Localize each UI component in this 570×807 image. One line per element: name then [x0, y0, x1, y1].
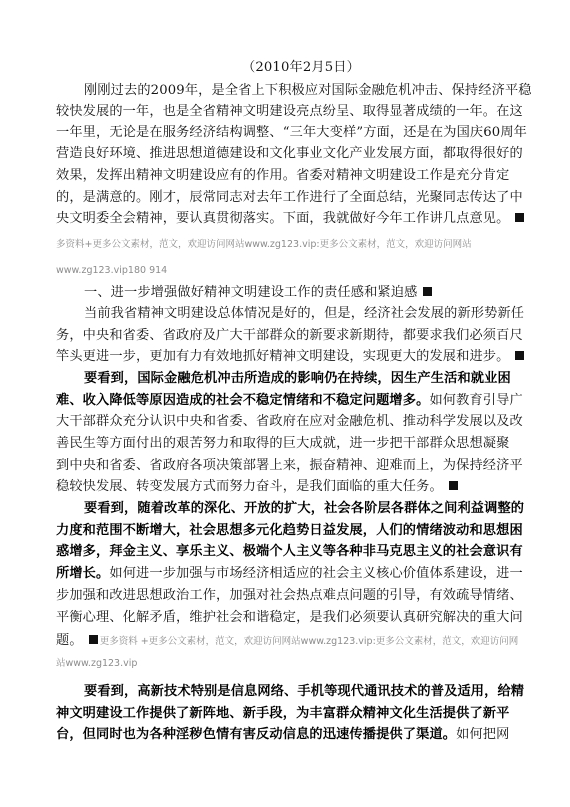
body-text: 如何把网 — [456, 727, 510, 742]
body-text: 央文明委全会精神，要认真贯彻落实。下面，我就做好今年工作讲几点意见。 — [56, 211, 510, 226]
body-text: 平衡心理、化解矛盾，维护社会和谐稳定，是我们必须要认真研究解决的重大问 — [56, 610, 523, 625]
body-text: 较快发展的一年，也是全省精神文明建设亮点纷呈、取得显著成绩的一年。在这 — [56, 104, 523, 119]
text-line — [84, 368, 570, 389]
text-line — [56, 563, 570, 584]
bold-text: 台，但同时也为各种淫秽色情有害反动信息的迅速传播提供了渠道。 — [56, 727, 457, 742]
bold-text: 要看到，国际金融危机冲击所造成的影响仍在持续，因生产生活和就业困 — [84, 371, 511, 386]
text-line — [56, 346, 570, 367]
text-line — [84, 498, 570, 519]
bold-text: 惑增多，拜金主义、享乐主义、极端个人主义等各种非马克思主义的社会意识有 — [56, 544, 523, 559]
body-text: 如何进一步加强与市场经济相适应的社会主义核心价值体系建设，进一 — [109, 566, 523, 581]
body-text: 营造良好环境、推进思想道德建设和文化事业文化产业发展方面，都取得很好的 — [56, 146, 523, 161]
watermark-text: 更多资料 +更多公文素材，范文，欢迎访问网站www.zg123.vip:更多公文素材，范文，欢迎访问网 — [99, 636, 519, 647]
text-line — [56, 411, 570, 432]
text-line — [56, 724, 570, 745]
text-line — [56, 703, 570, 724]
text-line — [56, 433, 570, 454]
text-line — [56, 585, 570, 606]
body-text: 步加强和改进思想政治工作，加强对社会热点难点问题的引导，有效疏导情绪、 — [56, 588, 523, 603]
body-text: 一年里，无论是在服务经济结构调整、“三年大变样”方面，还是在为国庆60周年 — [56, 125, 527, 140]
square-bullet-icon — [423, 287, 432, 296]
bold-text: 力度和范围不断增大，社会思想多元化趋势日益发展，人们的情绪波动和思想困 — [56, 523, 523, 538]
square-bullet-icon — [515, 351, 524, 360]
text-line — [56, 325, 570, 346]
text-line — [84, 80, 570, 101]
text-line — [56, 122, 570, 143]
body-text: 到中央和省委、省政府各项决策部署上来，振奋精神、迎难而上，为保持经济平 — [56, 458, 523, 473]
watermark-text: 站www.zg123.vip — [56, 658, 138, 669]
body-text: 当前我省精神文明建设总体情况是好的，但是，经济社会发展的新形势新任 — [84, 306, 525, 321]
text-line — [56, 476, 570, 497]
text-line — [56, 101, 570, 122]
body-text: 稳较快发展、转变发展方式而努力奋斗，是我们面临的重大任务。 — [56, 479, 443, 494]
bold-text: 难、收入降低等原因造成的社会不稳定情绪和不稳定问题增多。 — [56, 393, 430, 408]
text-line — [56, 259, 570, 281]
text-line — [56, 455, 570, 476]
date-line: （2010年2月5日） — [242, 60, 360, 75]
body-text: 效果，发挥出精神文明建设应有的作用。省委对精神文明建设工作是充分肯定 — [56, 168, 510, 183]
bold-text: 神文明建设工作提供了新阵地、新手段，为丰富群众精神文化生活提供了新平 — [56, 706, 510, 721]
watermark-text: 多资料+更多公文素材，范文，欢迎访问网站www.zg123.vip:更多公文素材，范文，欢迎访问网站 — [56, 239, 472, 250]
body-text: 如何教育引导广 — [429, 393, 523, 408]
text-line — [84, 303, 570, 324]
bold-text: 要看到，随着改革的深化、开放的扩大，社会各阶层各群体之间利益调整的 — [84, 501, 525, 516]
text-line — [56, 143, 570, 164]
text-line — [84, 282, 570, 303]
text-line — [56, 187, 570, 208]
body-text: 的，是满意的。刚才，辰常同志对去年工作进行了全面总结，光聚同志传达了中 — [56, 190, 523, 205]
text-line — [56, 165, 570, 186]
body-text: 善民生等方面付出的艰苦努力和取得的巨大成就，进一步把干部群众思想凝聚 — [56, 436, 510, 451]
body-text: 务，中央和省委、省政府及广大干部群众的新要求新期待，都要求我们必须百尺 — [56, 328, 523, 343]
square-bullet-icon — [89, 635, 98, 644]
square-bullet-icon — [449, 481, 458, 490]
bold-text: 所增长。 — [56, 566, 110, 581]
square-bullet-icon — [515, 213, 524, 222]
body-text: 竿头更进一步，更加有力有效地抓好精神文明建设，实现更大的发展和进步。 — [56, 349, 510, 364]
text-line — [56, 233, 570, 255]
text-line — [56, 390, 570, 411]
text-line — [56, 520, 570, 541]
text-line — [56, 541, 570, 562]
body-text: 刚刚过去的2009年，是全省上下积极应对国际金融危机冲击、保持经济平稳 — [84, 83, 532, 98]
bold-text: 要看到，高新技术特别是信息网络、手机等现代通讯技术的普及适用，给精 — [84, 684, 525, 699]
body-text: 一、进一步增强做好精神文明建设工作的责任感和紧迫感 — [84, 285, 418, 300]
text-line — [56, 208, 570, 229]
text-line — [56, 652, 570, 674]
text-line — [56, 630, 570, 652]
body-text: 题。 — [56, 633, 83, 648]
text-line — [84, 681, 570, 702]
text-line — [56, 607, 570, 628]
body-text: 大干部群众充分认识中央和省委、省政府在应对金融危机、推动科学发展以及改 — [56, 414, 523, 429]
watermark-text: www.zg123.vip180 914 — [56, 265, 168, 276]
